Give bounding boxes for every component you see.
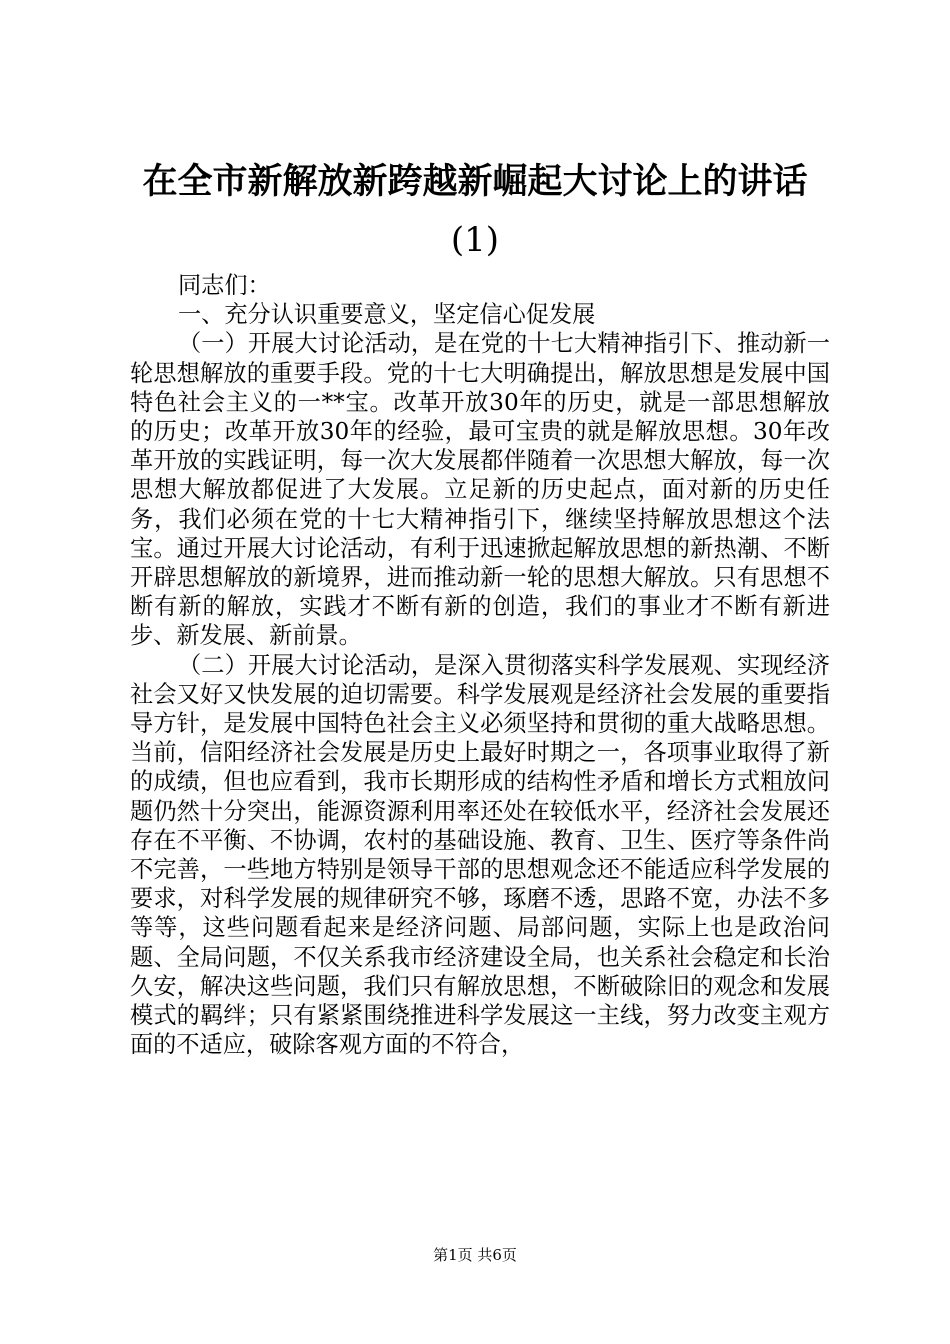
document-title-suffix: (1): [450, 220, 500, 260]
salutation: 同志们：: [178, 272, 271, 299]
page-footer: 第1页 共6页: [433, 1246, 517, 1264]
paragraph: （二）开展大讨论活动，是深入贯彻落实科学发展观、实现经济社会又好又快发展的迫切需要。科学发展观是经济社会发展的重要指导方针，是发展中国特色社会主义必须坚持和贯彻的重大战略思想。当前，信阳经济社会发展是历史上最好时期之一，各项事业取得了新的成绩，但也应看到，我市长期形成的结构性矛盾和增长方式粗放问题仍然十分突出，能源资源利用率还处在较低水平，经济社会发展还存在不平衡、不协调，农村的基础设施、教育、卫生、医疗等条件尚不完善，一些地方特别是领导干部的思想观念还不能适应科学发展的要求，对科学发展的规律研究不够，琢磨不透，思路不宽，办法不多等等，这些问题看起来是经济问题、局部问题，实际上也是政治问题、全局问题，不仅关系我市经济建设全局，也关系社会稳定和长治久安，解决这些问题，我们只有解放思想，不断破除旧的观念和发展模式的羁绊；只有紧紧围绕推进科学发展这一主线，努力改变主观方面的不适应，破除客观方面的不符合，: [130, 651, 830, 1059]
document-title: 在全市新解放新跨越新崛起大讨论上的讲话: [142, 161, 808, 202]
document-body: [130, 271, 830, 1059]
section-heading: 一、充分认识重要意义，坚定信心促发展: [178, 301, 596, 329]
paragraph: （一）开展大讨论活动，是在党的十七大精神指引下、推动新一轮思想解放的重要手段。党的十七大明确提出，解放思想是发展中国特色社会主义的一**宝。改革开放30年的历史，就是一部思想解放的历史；改革开放30年的经验，最可宝贵的就是解放思想。30年改革开放的实践证明，每一次大发展都伴随着一次思想大解放，每一次思想大解放都促进了大发展。立足新的历史起点，面对新的历史任务，我们必须在党的十七大精神指引下，继续坚持解放思想这个法宝。通过开展大讨论活动，有利于迅速掀起解放思想的新热潮、不断开辟思想解放的新境界，进而推动新一轮的思想大解放。只有思想不断有新的解放，实践才不断有新的创造，我们的事业才不断有新进步、新发展、新前景。: [130, 330, 830, 650]
